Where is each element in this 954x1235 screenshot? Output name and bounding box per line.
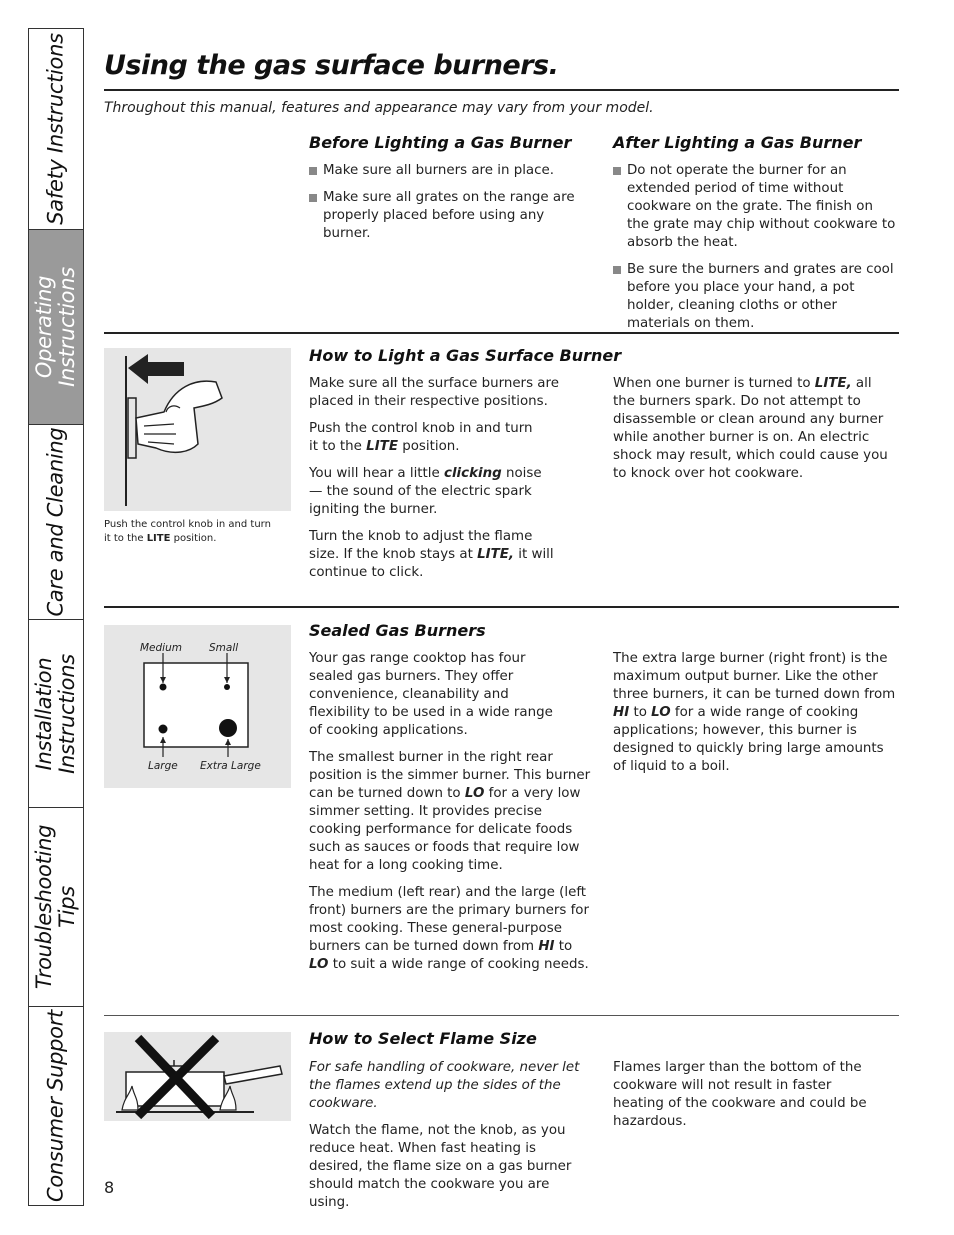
caption-text: position. bbox=[170, 533, 217, 544]
light-heading: How to Light a Gas Surface Burner bbox=[309, 346, 622, 365]
emphasis: LO bbox=[464, 786, 485, 801]
paragraph: Watch the flame, not the knob, as you reduce heat. When fast heating is desired, the flame size on a gas burner should match the cookware you are using. bbox=[309, 1123, 572, 1210]
text: all the burners spark. Do not attempt to disassemble or clean around any burner while another burner is on. An electric shock may result, which could cause you to knock over hot cookware. bbox=[613, 376, 888, 481]
text: The extra large burner (right front) is the maximum output burner. Like the other three burners, it can be turned down from bbox=[613, 651, 896, 702]
text: position. bbox=[397, 439, 460, 454]
tab-safety-instructions[interactable] bbox=[29, 29, 83, 230]
tab-troubleshooting-tips[interactable] bbox=[29, 808, 83, 1007]
page-number: 8 bbox=[104, 1178, 115, 1197]
paragraph: Flames larger than the bottom of the cookware will not result in faster heating of the cookware and could be hazardous. bbox=[613, 1060, 867, 1129]
knob-caption bbox=[104, 518, 279, 546]
list-item: Make sure all grates on the range are properly placed before using any burner. bbox=[309, 189, 584, 243]
section-divider bbox=[104, 332, 899, 334]
tab-label: Installation Instructions bbox=[32, 653, 79, 774]
emphasis: clicking bbox=[444, 466, 502, 481]
page-title: Using the gas surface burners. bbox=[104, 50, 559, 81]
no-oversize-flame-icon bbox=[104, 1032, 291, 1121]
tab-consumer-support[interactable] bbox=[29, 1007, 83, 1205]
label-extra-large: Extra Large bbox=[200, 760, 261, 772]
section-divider bbox=[104, 1015, 899, 1016]
emphasis: HI bbox=[538, 939, 555, 954]
text: Turn the knob to adjust the flame size. If the knob stays at bbox=[309, 529, 533, 562]
tab-label: Troubleshooting Tips bbox=[32, 824, 79, 990]
label-medium: Medium bbox=[140, 642, 182, 654]
text: The smallest burner in the right rear position is the simmer burner. This burner can be turned down to bbox=[309, 750, 591, 801]
paragraph bbox=[309, 528, 559, 582]
emphasis: HI bbox=[613, 705, 630, 720]
text: When one burner is turned to bbox=[613, 376, 815, 391]
tab-label: Safety Instructions bbox=[43, 33, 68, 225]
paragraph: For safe handling of cookware, never let the flames extend up the sides of the cookware. bbox=[309, 1060, 580, 1111]
caption-text: Push the control knob in and turn it to the bbox=[104, 519, 271, 544]
text: Push the control knob in and turn it to the bbox=[309, 421, 533, 454]
flame-left-col bbox=[309, 1059, 592, 1221]
flame-right-col bbox=[613, 1059, 875, 1140]
tab-label: Care and Cleaning bbox=[43, 427, 68, 617]
list-item: Be sure the burners and grates are cool before you place your hand, a pot holder, cleaning cloths or other materials on them. bbox=[613, 261, 898, 333]
emphasis: LITE, bbox=[814, 376, 852, 391]
text: to suit a wide range of cooking needs. bbox=[328, 957, 589, 972]
sidebar-nav bbox=[28, 28, 84, 1206]
text: You will hear a little bbox=[309, 466, 445, 481]
section-divider bbox=[104, 606, 899, 608]
after-heading: After Lighting a Gas Burner bbox=[613, 133, 862, 152]
before-heading: Before Lighting a Gas Burner bbox=[309, 133, 572, 152]
light-left-col bbox=[309, 375, 592, 591]
tab-installation-instructions[interactable] bbox=[29, 620, 83, 808]
flame-heading: How to Select Flame Size bbox=[309, 1029, 537, 1048]
page-subtitle: Throughout this manual, features and appearance may vary from your model. bbox=[104, 100, 654, 116]
text: noise— the sound of the electric spark igniting the burner. bbox=[309, 466, 542, 517]
list-item: Make sure all burners are in place. bbox=[309, 162, 584, 180]
caption-bold: LITE bbox=[146, 533, 171, 544]
paragraph bbox=[613, 375, 893, 483]
paragraph bbox=[309, 884, 592, 974]
light-right-col bbox=[613, 375, 893, 492]
burner-layout-diagram bbox=[104, 625, 291, 788]
sealed-left-col bbox=[309, 650, 592, 983]
emphasis: LO bbox=[651, 705, 671, 720]
emphasis: LITE bbox=[366, 439, 398, 454]
tab-operating-instructions[interactable] bbox=[29, 230, 83, 425]
paragraph: Your gas range cooktop has four sealed gas burners. They offer convenience, cleanability and flexibility to be used in a wide range of cooking applications. bbox=[309, 651, 553, 738]
text: for a very low simmer setting. It provides precise cooking performance for delicate foods such as sauces or foods that require low heat for a long cooking time. bbox=[309, 786, 581, 873]
knob-illustration bbox=[104, 348, 291, 511]
flame-warning-illustration bbox=[104, 1032, 291, 1121]
label-large: Large bbox=[148, 760, 178, 772]
list-item: Do not operate the burner for an extended period of time without cookware on the grate. The finish on the grate may chip without cookware to absorb the heat. bbox=[613, 162, 898, 252]
sealed-right-col bbox=[613, 650, 896, 785]
hand-pushing-knob-icon bbox=[104, 348, 291, 511]
tab-label: Operating Instructions bbox=[32, 267, 79, 387]
before-list bbox=[309, 162, 584, 252]
tab-label: Consumer Support bbox=[43, 1010, 68, 1202]
title-rule bbox=[104, 89, 899, 91]
sealed-heading: Sealed Gas Burners bbox=[309, 621, 486, 640]
label-small: Small bbox=[209, 642, 239, 654]
after-list bbox=[613, 162, 898, 342]
paragraph bbox=[309, 749, 592, 875]
cooktop-diagram-icon bbox=[104, 625, 291, 788]
text: to bbox=[629, 705, 652, 720]
emphasis: LITE, bbox=[477, 547, 515, 562]
text: for a wide range of cooking applications; however, this burner is designed to quickly bring large amounts of liquid to a boil. bbox=[613, 705, 884, 774]
paragraph: Make sure all the surface burners are placed in their respective positions. bbox=[309, 376, 559, 409]
paragraph bbox=[309, 420, 539, 456]
text: to bbox=[554, 939, 573, 954]
paragraph bbox=[309, 465, 554, 519]
tab-care-and-cleaning[interactable] bbox=[29, 425, 83, 620]
emphasis: LO bbox=[309, 957, 329, 972]
paragraph bbox=[613, 650, 896, 776]
text: The medium (left rear) and the large (left front) burners are the primary burners for most cooking. These general-purpose burners can be turned down from bbox=[309, 885, 589, 954]
text: it will continue to click. bbox=[309, 547, 554, 580]
